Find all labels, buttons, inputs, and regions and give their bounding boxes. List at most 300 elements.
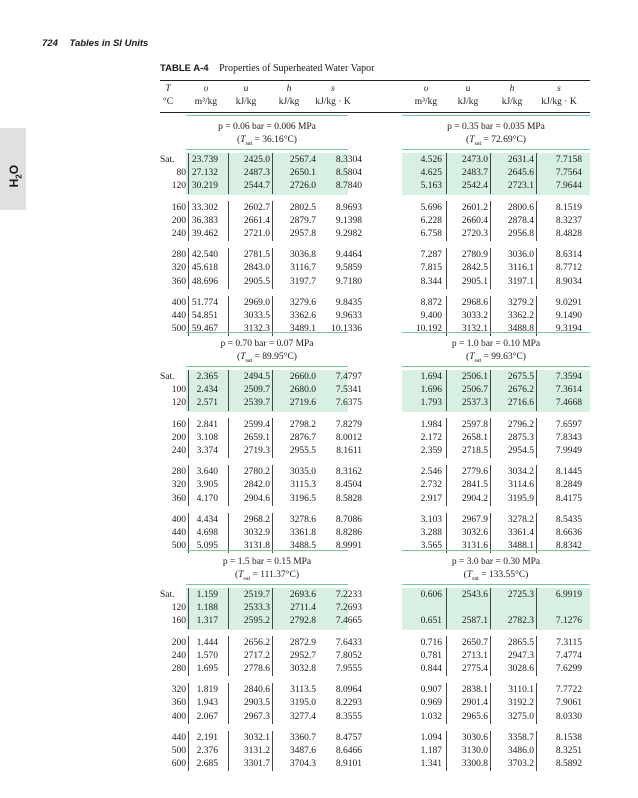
value-cell-left: 8.4757 <box>335 732 362 743</box>
table-row <box>0 384 638 397</box>
value-cell-left: 3197.7 <box>289 276 316 287</box>
temperature-cell: 120 <box>171 181 186 192</box>
block-top-rule-right <box>402 115 590 116</box>
block-title-rule-right <box>402 366 590 367</box>
table-row <box>0 154 638 167</box>
value-cell-right: 2718.5 <box>461 446 488 456</box>
temperature-cell: Sat. <box>160 155 175 165</box>
value-cell-right: 3197.1 <box>507 276 534 287</box>
pressure-label: p = 3.0 bar = 0.30 MPa <box>451 557 541 567</box>
value-cell-right: 2713.1 <box>461 650 488 661</box>
value-cell-right: 7.7722 <box>555 685 582 696</box>
value-cell-left: 3277.4 <box>289 711 316 722</box>
value-cell-left: 2539.7 <box>243 398 270 409</box>
value-cell-left: 2717.2 <box>243 650 270 661</box>
value-cell-right: 8.6636 <box>555 528 582 538</box>
value-cell-right: 9.1490 <box>555 311 582 321</box>
block-top-rule-right <box>402 332 590 333</box>
saturation-temperature <box>402 134 590 150</box>
value-cell-left: 8.1611 <box>336 446 362 456</box>
value-cell-right: 1.696 <box>420 385 442 396</box>
value-cell-left: 2544.7 <box>243 181 270 192</box>
table-row <box>0 697 638 710</box>
table-row <box>0 514 638 527</box>
column-header-symbol: h <box>509 84 515 94</box>
value-cell-right: 3114.6 <box>508 480 534 491</box>
tsat-symbol: T <box>466 570 473 580</box>
value-cell-left: 8.5804 <box>335 168 362 179</box>
value-cell-left: 2842.0 <box>243 480 270 491</box>
value-cell-left: 7.4797 <box>335 372 362 382</box>
value-cell-right: 3130.0 <box>461 746 488 756</box>
block-top-rule-right <box>402 550 590 551</box>
column-header-unit: m³/kg <box>414 97 438 107</box>
temperature-cell: 280 <box>171 664 186 674</box>
value-cell-right: 2542.4 <box>461 181 488 192</box>
value-cell-left: 1.317 <box>196 616 218 627</box>
value-cell-left: 2487.3 <box>243 168 270 179</box>
value-cell-right: 2800.6 <box>507 202 534 213</box>
tsat-subscript: sat <box>245 140 253 147</box>
value-cell-left: 3360.7 <box>289 732 316 743</box>
value-cell-left: 9.1398 <box>335 215 362 226</box>
value-cell-left: 2519.7 <box>243 590 270 600</box>
value-cell-left: 3301.7 <box>243 759 270 770</box>
value-cell-left: 9.5859 <box>335 263 362 274</box>
pressure-label: p = 0.06 bar = 0.006 MPa <box>218 122 316 132</box>
side-tab-formula: $H_2O$ <box>7 164 24 188</box>
value-cell-left: 8.6466 <box>335 746 362 756</box>
value-cell-right: 3030.6 <box>461 732 488 743</box>
page-number: 724 <box>42 38 58 49</box>
table-row <box>0 615 638 628</box>
value-cell-left: 9.8435 <box>335 297 362 308</box>
value-cell-right: 1.341 <box>420 759 442 770</box>
temperature-cell: 440 <box>171 311 186 321</box>
value-cell-left: 3.905 <box>196 480 218 491</box>
value-cell-left: 2798.2 <box>289 419 316 430</box>
value-cell-right: 8.1445 <box>555 467 582 478</box>
saturation-temperature <box>186 569 348 585</box>
value-cell-left: 3131.2 <box>243 746 270 756</box>
value-cell-right: 6.228 <box>420 215 442 226</box>
value-cell-left: 8.7086 <box>335 514 362 525</box>
saturation-temperature <box>402 569 590 585</box>
column-headers <box>0 83 638 113</box>
table-row <box>0 371 638 384</box>
value-cell-right: 7.3594 <box>555 372 582 382</box>
value-cell-right: 2473.0 <box>461 155 488 165</box>
table-title <box>160 63 375 74</box>
table-row <box>0 758 638 771</box>
value-cell-right: 7.287 <box>420 250 442 261</box>
value-cell-left: 8.3304 <box>335 155 362 165</box>
tsat-prefix: ( <box>237 135 241 145</box>
value-cell-right: 7.815 <box>420 263 442 274</box>
column-header-unit: kJ/kg <box>235 97 257 107</box>
value-cell-right: 2.917 <box>420 493 442 504</box>
value-cell-right: 3192.2 <box>507 698 534 709</box>
value-cell-left: 3.108 <box>196 432 218 443</box>
value-cell-right: 3278.2 <box>507 514 534 525</box>
value-cell-left: 2650.1 <box>289 168 316 179</box>
table-row <box>0 310 638 323</box>
value-cell-right: 6.9919 <box>555 590 582 600</box>
value-cell-right: 3.288 <box>420 528 442 538</box>
temperature-cell: 500 <box>171 746 186 756</box>
value-cell-right: 1.984 <box>420 419 442 430</box>
value-cell-left: 2533.3 <box>243 603 270 614</box>
value-cell-left: 9.9633 <box>335 311 362 321</box>
value-cell-left: 1.444 <box>196 637 218 648</box>
value-cell-left: 2661.4 <box>243 215 270 226</box>
saturation-temperature <box>186 134 348 150</box>
table-caption: Properties of Superheated Water Vapor <box>219 63 375 74</box>
table-row <box>0 202 638 215</box>
pressure-label: p = 0.35 bar = 0.035 MPa <box>447 122 545 132</box>
temperature-cell: 160 <box>171 616 186 627</box>
column-header-symbol: υ <box>423 84 429 94</box>
value-cell-right: 8.1519 <box>555 202 582 213</box>
value-cell-right: 0.781 <box>420 650 442 661</box>
value-cell-left: 2.376 <box>196 746 218 756</box>
temperature-cell: 200 <box>171 432 186 443</box>
value-cell-left: 3279.6 <box>289 297 316 308</box>
value-cell-left: 8.9991 <box>335 541 362 552</box>
value-cell-left: 48.696 <box>191 276 218 287</box>
value-cell-left: 7.4665 <box>335 616 362 627</box>
value-cell-right: 0.606 <box>420 590 442 600</box>
value-cell-left: 3131.8 <box>243 541 270 552</box>
value-cell-right: 2723.1 <box>507 181 534 192</box>
value-cell-left: 1.695 <box>196 664 218 674</box>
value-cell-right: 2875.3 <box>507 432 534 443</box>
value-cell-right: 2878.4 <box>507 215 534 226</box>
value-cell-right: 0.844 <box>420 664 442 674</box>
value-cell-right: 2838.1 <box>461 685 488 696</box>
value-cell-right: 3110.1 <box>508 685 534 696</box>
temperature-cell: 360 <box>171 698 186 709</box>
value-cell-right: 8.2849 <box>555 480 582 491</box>
value-cell-right: 2631.4 <box>507 155 534 165</box>
value-cell-right: 8.0330 <box>555 711 582 722</box>
value-cell-left: 2952.7 <box>289 650 316 661</box>
value-cell-right: 8.344 <box>420 276 442 287</box>
tsat-value: = 111.37°C) <box>252 570 299 580</box>
value-cell-right: 7.7158 <box>555 155 582 165</box>
value-cell-left: 2879.7 <box>289 215 316 226</box>
value-cell-left: 2.067 <box>196 711 218 722</box>
value-cell-right: 2904.2 <box>461 493 488 504</box>
table-label: TABLE A-4 <box>160 63 209 74</box>
column-header-unit: kJ/kg · K <box>315 97 351 107</box>
value-cell-right: 2483.7 <box>461 168 488 179</box>
temperature-cell: 240 <box>171 650 186 661</box>
value-cell-left: 8.7840 <box>335 181 362 192</box>
header-rule-top <box>160 80 590 81</box>
value-cell-left: 1.943 <box>196 698 218 709</box>
temperature-cell: 400 <box>171 711 186 722</box>
block-title-rule-left <box>186 584 348 585</box>
value-cell-right: 1.793 <box>420 398 442 409</box>
column-header-symbol: υ <box>203 84 209 94</box>
value-cell-left: 2595.2 <box>243 616 270 627</box>
temperature-cell: 360 <box>171 276 186 287</box>
value-cell-left: 2969.0 <box>243 297 270 308</box>
value-cell-left: 2780.2 <box>243 467 270 478</box>
value-cell-right: 0.716 <box>420 637 442 648</box>
value-cell-left: 2599.4 <box>243 419 270 430</box>
temperature-cell: 600 <box>171 759 186 770</box>
table-row <box>0 180 638 193</box>
value-cell-right: 2779.6 <box>461 467 488 478</box>
column-header-unit: kJ/kg <box>278 97 300 107</box>
value-cell-left: 3036.8 <box>289 250 316 261</box>
table-row <box>0 650 638 663</box>
value-cell-right: 2660.4 <box>461 215 488 226</box>
block-title-rule-right <box>402 584 590 585</box>
block-title-rule-left <box>186 149 348 150</box>
value-cell-left: 3704.3 <box>289 759 316 770</box>
value-cell-left: 3362.6 <box>289 311 316 321</box>
value-cell-left: 33.302 <box>191 202 218 213</box>
table-row <box>0 732 638 745</box>
value-cell-left: 2.434 <box>196 385 218 396</box>
value-cell-left: 2425.0 <box>243 155 270 165</box>
value-cell-right: 2.546 <box>420 467 442 478</box>
value-cell-right: 2865.5 <box>507 637 534 648</box>
value-cell-right: 8.6314 <box>555 250 582 261</box>
tsat-value: = 133.55°C) <box>481 570 529 580</box>
value-cell-right: 3703.2 <box>507 759 534 770</box>
value-cell-right: 2967.9 <box>461 514 488 525</box>
tsat-subscript: sat <box>243 575 251 582</box>
value-cell-right: 2956.8 <box>507 229 534 239</box>
value-cell-right: 3033.2 <box>461 311 488 321</box>
table-row <box>0 527 638 540</box>
value-cell-left: 7.6375 <box>335 398 362 409</box>
value-cell-right: 3488.1 <box>507 541 534 552</box>
tsat-subscript: sat <box>474 357 482 364</box>
tsat-value: = 99.63°C) <box>483 352 526 362</box>
value-cell-left: 36.383 <box>191 215 218 226</box>
value-cell-left: 3032.8 <box>289 664 316 674</box>
temperature-cell: 360 <box>171 493 186 504</box>
value-cell-left: 2.685 <box>196 759 218 770</box>
temperature-cell: 500 <box>171 541 186 552</box>
value-cell-right: 3.103 <box>420 514 442 525</box>
value-cell-left: 7.6433 <box>335 637 362 648</box>
value-cell-right: 3.565 <box>420 541 442 552</box>
value-cell-left: 3132.3 <box>243 324 270 335</box>
column-header-unit: kJ/kg <box>457 97 479 107</box>
value-cell-left: 7.9555 <box>335 664 362 674</box>
value-cell-right: 7.9644 <box>555 181 582 192</box>
value-cell-right: 8.8342 <box>555 541 582 552</box>
value-cell-right: 8.5892 <box>555 759 582 770</box>
value-cell-right: 1.187 <box>420 746 442 756</box>
value-cell-right: 7.3115 <box>556 637 582 648</box>
table-row <box>0 397 638 410</box>
value-cell-right: 2506.1 <box>461 372 488 382</box>
value-cell-right: 8.5435 <box>555 514 582 525</box>
value-cell-left: 2711.4 <box>290 603 316 614</box>
value-cell-right: 4.526 <box>420 155 442 165</box>
table-row <box>0 589 638 602</box>
pressure-block-title-left <box>186 330 348 368</box>
value-cell-left: 8.5828 <box>335 493 362 504</box>
value-cell-left: 3196.5 <box>289 493 316 504</box>
value-cell-left: 5.095 <box>196 541 218 552</box>
tsat-symbol: T <box>469 135 475 145</box>
value-cell-left: 8.2293 <box>335 698 362 709</box>
table-row <box>0 663 638 676</box>
value-cell-right: 8.1538 <box>555 732 582 743</box>
value-cell-right: 8.3251 <box>555 746 582 756</box>
value-cell-right: 7.1276 <box>555 616 582 627</box>
value-cell-right: 2537.3 <box>461 398 488 409</box>
value-cell-right: 0.907 <box>420 685 442 696</box>
value-cell-left: 2.191 <box>196 732 218 743</box>
column-header-symbol: T <box>165 84 171 94</box>
value-cell-left: 2.365 <box>196 372 218 382</box>
value-cell-right: 3362.2 <box>507 311 534 321</box>
value-cell-right: 6.758 <box>420 229 442 239</box>
value-cell-right: 2658.1 <box>461 432 488 443</box>
value-cell-right: 3361.4 <box>507 528 534 538</box>
table-row <box>0 745 638 758</box>
value-cell-left: 2872.9 <box>289 637 316 648</box>
value-cell-left: 3032.9 <box>243 528 270 538</box>
value-cell-right: 3132.1 <box>461 324 488 335</box>
value-cell-right: 0.969 <box>420 698 442 709</box>
value-cell-left: 3361.8 <box>289 528 316 538</box>
value-cell-left: 3.640 <box>196 467 218 478</box>
temperature-cell: 200 <box>171 637 186 648</box>
table-row <box>0 711 638 724</box>
value-cell-left: 2955.5 <box>289 446 316 456</box>
value-cell-right: 2842.5 <box>461 263 488 274</box>
tsat-value: = 89.95°C) <box>254 352 297 362</box>
temperature-cell: 440 <box>171 528 186 538</box>
value-cell-right: 2968.6 <box>461 297 488 308</box>
value-cell-right: 3358.7 <box>507 732 534 743</box>
temperature-cell: 100 <box>171 385 186 396</box>
tsat-prefix: ( <box>235 570 239 580</box>
value-cell-right: 2675.5 <box>507 372 534 382</box>
value-cell-left: 54.851 <box>191 311 218 321</box>
value-cell-left: 2656.2 <box>243 637 270 648</box>
value-cell-right: 2.732 <box>420 480 442 491</box>
value-cell-right: 7.6597 <box>555 419 582 430</box>
temperature-cell: 320 <box>171 480 186 491</box>
temperature-cell: 240 <box>171 446 186 456</box>
value-cell-left: 8.0012 <box>335 432 362 443</box>
value-cell-right: 9.0291 <box>555 297 582 308</box>
value-cell-left: 9.4464 <box>335 250 362 261</box>
pressure-label: p = 0.70 bar = 0.07 MPa <box>220 339 314 349</box>
value-cell-left: 9.2982 <box>335 229 362 239</box>
tsat-symbol: T <box>469 352 475 362</box>
value-cell-left: 2802.5 <box>289 202 316 213</box>
table-row <box>0 493 638 506</box>
table-row <box>0 249 638 262</box>
table-row <box>0 637 638 650</box>
pressure-block-title-right <box>402 113 590 151</box>
value-cell-left: 2494.5 <box>243 372 270 382</box>
value-cell-right: 7.9949 <box>555 446 582 456</box>
value-cell-right: 2905.1 <box>461 276 488 287</box>
value-cell-left: 2781.5 <box>243 250 270 261</box>
block-title-rule-left <box>186 366 348 367</box>
column-header-symbol: u <box>465 84 471 94</box>
temperature-cell: 280 <box>171 250 186 261</box>
value-cell-left: 2567.4 <box>289 155 316 165</box>
value-cell-left: 4.170 <box>196 493 218 504</box>
value-cell-right: 8.9034 <box>555 276 582 287</box>
value-cell-right: 5.696 <box>420 202 442 213</box>
value-cell-right: 1.094 <box>420 732 442 743</box>
block-top-rule-left <box>186 332 348 333</box>
value-cell-right: 2841.5 <box>461 480 488 491</box>
value-cell-right: 2506.7 <box>461 385 488 396</box>
value-cell-left: 4.698 <box>196 528 218 538</box>
value-cell-left: 1.819 <box>196 685 218 696</box>
value-cell-left: 59.467 <box>191 324 218 335</box>
block-top-rule-left <box>186 550 348 551</box>
saturation-temperature <box>402 351 590 367</box>
value-cell-right: 2597.8 <box>461 419 488 430</box>
value-cell-right: 3275.0 <box>507 711 534 722</box>
value-cell-left: 8.4504 <box>335 480 362 491</box>
value-cell-left: 2.571 <box>196 398 218 409</box>
value-cell-left: 7.5341 <box>335 385 362 396</box>
pressure-block-title-left <box>186 548 348 586</box>
value-cell-right: 9.3194 <box>555 324 582 335</box>
column-header-unit: kJ/kg · K <box>541 97 577 107</box>
value-cell-left: 42.540 <box>191 250 218 261</box>
value-cell-left: 2659.1 <box>243 432 270 443</box>
value-cell-right: 0.651 <box>420 616 442 627</box>
column-header-unit: m³/kg <box>194 97 218 107</box>
temperature-cell: 400 <box>171 514 186 525</box>
column-header-unit: kJ/kg <box>501 97 523 107</box>
tsat-symbol: T <box>240 135 246 145</box>
temperature-cell: 160 <box>171 202 186 213</box>
table-row <box>0 445 638 458</box>
value-cell-left: 10.1336 <box>331 324 362 335</box>
value-cell-right: 3486.0 <box>507 746 534 756</box>
value-cell-left: 2693.6 <box>289 590 316 600</box>
value-cell-right: 1.694 <box>420 372 442 382</box>
value-cell-right: 3488.8 <box>507 324 534 335</box>
value-cell-left: 3489.1 <box>289 324 316 335</box>
table-row <box>0 684 638 697</box>
value-cell-left: 3487.6 <box>289 746 316 756</box>
value-cell-right: 7.9061 <box>555 698 582 709</box>
saturation-temperature <box>186 351 348 367</box>
table-row <box>0 419 638 432</box>
value-cell-left: 3035.0 <box>289 467 316 478</box>
pressure-label: p = 1.0 bar = 0.10 MPa <box>451 339 541 349</box>
value-cell-left: 7.2693 <box>335 603 362 614</box>
value-cell-right: 7.3614 <box>555 385 582 396</box>
value-cell-left: 7.8052 <box>335 650 362 661</box>
value-cell-left: 3.374 <box>196 446 218 456</box>
value-cell-left: 8.8286 <box>335 528 362 538</box>
value-cell-right: 7.7564 <box>555 168 582 179</box>
value-cell-left: 2719.3 <box>243 446 270 456</box>
